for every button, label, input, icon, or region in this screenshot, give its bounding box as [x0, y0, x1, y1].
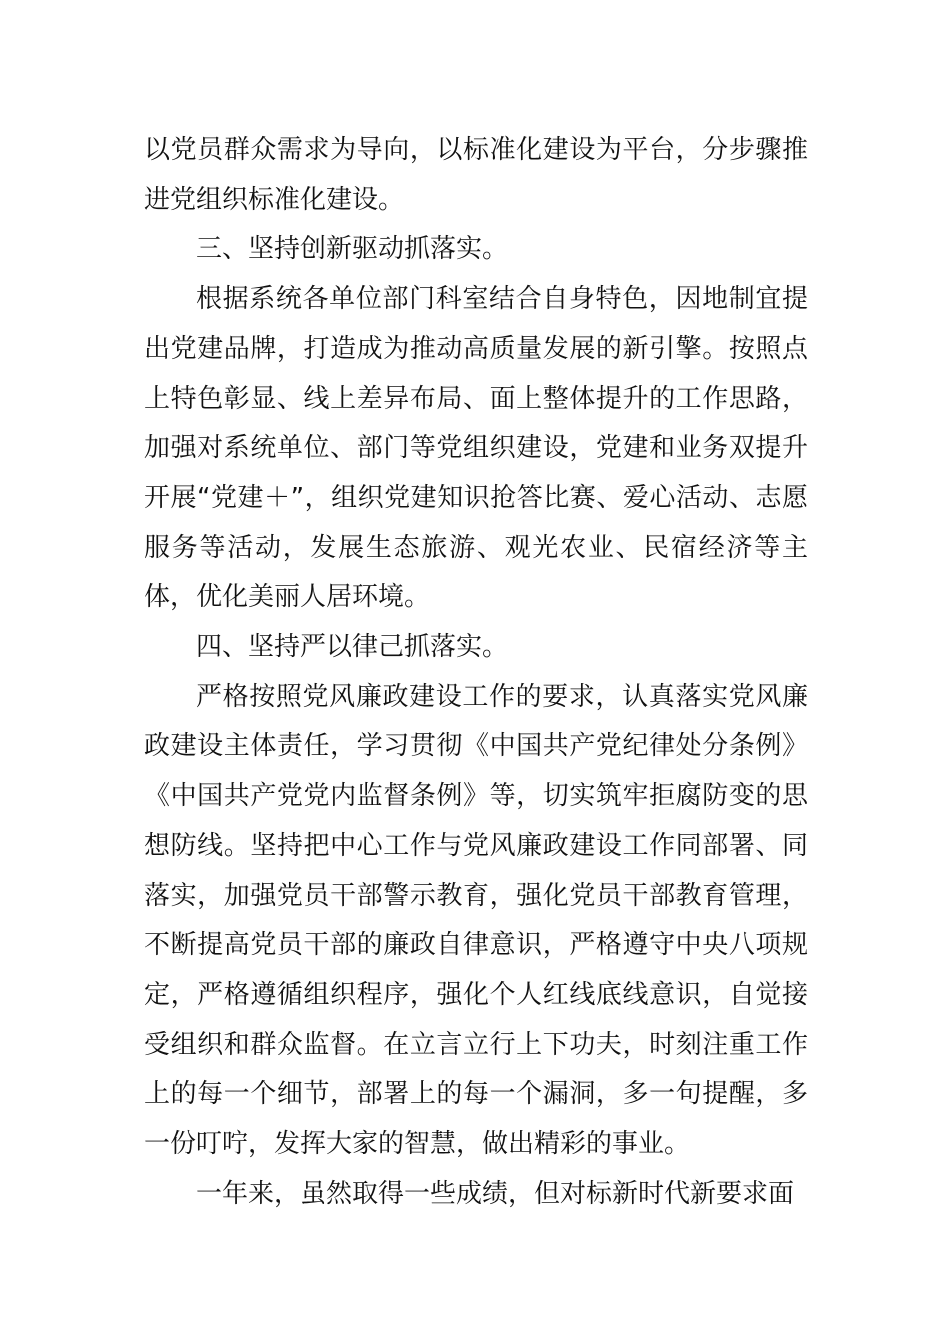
- paragraph-discipline: 严格按照党风廉政建设工作的要求，认真落实党风廉政建设主体责任，学习贯彻《中国共产党纪律处分条例》《中国共产党党内监督条例》等，切实筑牢拒腐防变的思想防线。坚持把中心工作与党风廉政建设工作同部署、同落实，加强党员干部警示教育，强化党员干部教育管理，不断提高党员干部的廉政自律意识，严格遵守中央八项规定，严格遵循组织程序，强化个人红线底线意识，自觉接受组织和群众监督。在立言立行上下功夫，时刻注重工作上的每一个细节，部署上的每一个漏洞，多一句提醒，多一份叮咛，发挥大家的智慧，做出精彩的事业。: [144, 681, 808, 1160]
- paragraph-innovation: 根据系统各单位部门科室结合自身特色，因地制宜提出党建品牌，打造成为推动高质量发展的新引擎。按照点上特色彰显、线上差异布局、面上整体提升的工作思路，加强对系统单位、部门等党组织建设，党建和业务双提升开展“党建＋”，组织党建知识抢答比赛、爱心活动、志愿服务等活动，发展生态旅游、观光农业、民宿经济等主体，优化美丽人居环境。: [144, 284, 808, 613]
- document-body: [144, 126, 808, 1219]
- section-heading-three: 三、坚持创新驱动抓落实。: [196, 234, 509, 265]
- section-heading-four: 四、坚持严以律己抓落实。: [196, 632, 509, 663]
- paragraph-continuation: 以党员群众需求为导向，以标准化建设为平台，分步骤推进党组织标准化建设。: [144, 135, 808, 215]
- paragraph-summary: 一年来，虽然取得一些成绩，但对标新时代新要求面: [196, 1178, 795, 1209]
